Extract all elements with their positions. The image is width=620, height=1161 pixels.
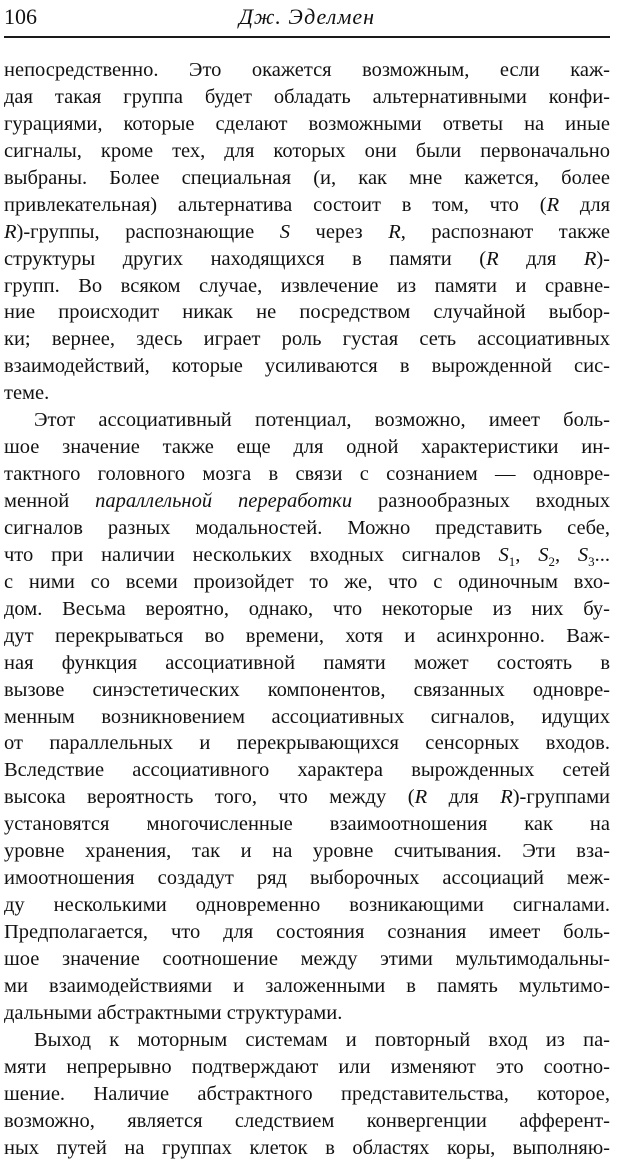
text-line: уровне хранения, так и на уровне считывания. Эти вза-: [4, 838, 610, 865]
page-number: 106: [4, 4, 37, 30]
text-line: что при наличии нескольких входных сигналов $S_1$, $S_2$, $S_3$...: [4, 542, 610, 569]
text-line: Выход к моторным системам и повторный вход из па-: [4, 1027, 610, 1054]
page-header: [4, 2, 610, 32]
text-line: от параллельных и перекрывающихся сенсорных входов.: [4, 730, 610, 757]
text-line: сигналов разных модальностей. Можно представить себе,: [4, 515, 610, 542]
header-rule: [4, 36, 610, 38]
text-line: ных путей на группах клеток в областях коры, выполняю-: [4, 1135, 610, 1161]
text-line: дальными абстрактными структурами.: [4, 1000, 610, 1027]
text-line: менным возникновением ассоциативных сигналов, идущих: [4, 704, 610, 731]
text-line: ние происходит никак не посредством случайной выбор-: [4, 299, 610, 326]
text-line: сигналы, кроме тех, для которых они были первоначально: [4, 138, 610, 165]
text-line: ми взаимодействиями и заложенными в память мультимо-: [4, 973, 610, 1000]
text-line: имоотношения создадут ряд выборочных ассоциаций меж-: [4, 865, 610, 892]
text-line: вызове синэстетических компонентов, связанных одновре-: [4, 677, 610, 704]
text-line: дом. Весьма вероятно, однако, что некоторые из них бу-: [4, 596, 610, 623]
text-line: гурациями, которые сделают возможными ответы на иные: [4, 111, 610, 138]
text-line: высока вероятность того, что между (R для R)-группами: [4, 784, 610, 811]
text-line: возможно, является следствием конвергенции афферент-: [4, 1108, 610, 1135]
text-line: непосредственно. Это окажется возможным, если каж-: [4, 57, 610, 84]
text-line: установятся многочисленные взаимоотношения как на: [4, 811, 610, 838]
text-line: с ними со всеми произойдет то же, что с одиночным вхо-: [4, 569, 610, 596]
text-line: взаимодействий, которые усиливаются в вырожденной сис-: [4, 353, 610, 380]
text-line: Этот ассоциативный потенциал, возможно, имеет боль-: [4, 407, 610, 434]
text-line: менной параллельной переработки разнообразных входных: [4, 488, 610, 515]
text-line: Вследствие ассоциативного характера вырожденных сетей: [4, 757, 610, 784]
text-line: теме.: [4, 380, 610, 407]
text-line: Предполагается, что для состояния сознания имеет боль-: [4, 919, 610, 946]
text-line: шое значение также еще для одной характеристики ин-: [4, 434, 610, 461]
text-line: ду несколькими одновременно возникающими сигналами.: [4, 892, 610, 919]
text-line: привлекательная) альтернатива состоит в том, что (R для: [4, 192, 610, 219]
text-line: тактного головного мозга в связи с сознанием — одновре-: [4, 461, 610, 488]
text-line: мяти непрерывно подтверждают или изменяют это соотно-: [4, 1054, 610, 1081]
text-line: R)-группы, распознающие S через R, распознают также: [4, 219, 610, 246]
body-text: [4, 57, 610, 1161]
running-head: Дж. Эделмен: [4, 4, 610, 30]
text-line: групп. Во всяком случае, извлечение из памяти и сравне-: [4, 273, 610, 300]
text-line: шое значение соотношение между этими мультимодальны-: [4, 946, 610, 973]
text-line: дут перекрываться во времени, хотя и асинхронно. Важ-: [4, 623, 610, 650]
text-line: дая такая группа будет обладать альтернативными конфи-: [4, 84, 610, 111]
text-line: ки; вернее, здесь играет роль густая сеть ассоциативных: [4, 326, 610, 353]
text-line: ная функция ассоциативной памяти может состоять в: [4, 650, 610, 677]
text-line: шение. Наличие абстрактного представительства, которое,: [4, 1081, 610, 1108]
text-line: структуры других находящихся в памяти (R для R)-: [4, 246, 610, 273]
text-line: выбраны. Более специальная (и, как мне кажется, более: [4, 165, 610, 192]
